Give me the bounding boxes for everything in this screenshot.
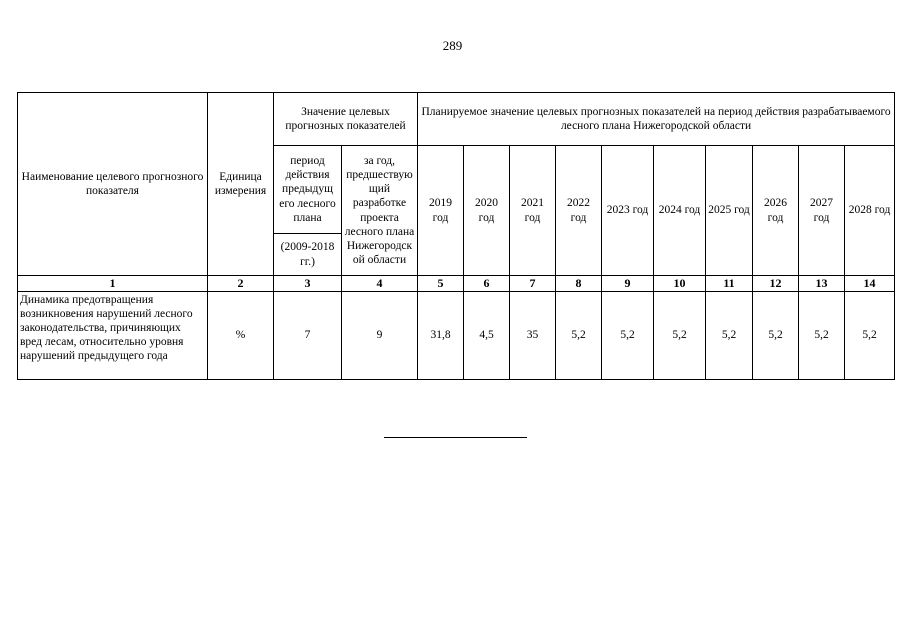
column-number: 3 xyxy=(274,276,342,292)
header-period-of-plan: период действия предыдущ его лесного плана xyxy=(274,146,342,234)
prev-period-value: 7 xyxy=(274,291,342,379)
column-number: 5 xyxy=(418,276,464,292)
header-year-2021: 2021 год xyxy=(510,146,556,276)
value-2020: 4,5 xyxy=(464,291,510,379)
column-number: 10 xyxy=(654,276,706,292)
header-year-2028: 2028 год xyxy=(845,146,895,276)
forecast-indicators-table xyxy=(17,92,895,380)
header-indicator-name: Наименование целевого прогнозного показателя xyxy=(18,93,208,276)
value-2025: 5,2 xyxy=(706,291,753,379)
page-number: 289 xyxy=(442,38,463,53)
header-year-2024: 2024 год xyxy=(654,146,706,276)
header-year-before: за год, предшествую щий разработке проекта лесного плана Нижегородск ой области xyxy=(342,146,418,276)
header-unit: Единица измерения xyxy=(208,93,274,276)
column-number: 8 xyxy=(556,276,602,292)
column-number: 2 xyxy=(208,276,274,292)
value-2023: 5,2 xyxy=(602,291,654,379)
header-year-2027: 2027 год xyxy=(799,146,845,276)
table-row xyxy=(18,291,895,379)
value-2022: 5,2 xyxy=(556,291,602,379)
column-number: 11 xyxy=(706,276,753,292)
value-2021: 35 xyxy=(510,291,556,379)
indicator-name-cell: Динамика предотвращения возникновения нарушений лесного законодательства, причиняющих вред лесам, относительно уровня нарушений предыдущего года xyxy=(18,291,208,379)
column-number: 14 xyxy=(845,276,895,292)
value-2024: 5,2 xyxy=(654,291,706,379)
column-number: 13 xyxy=(799,276,845,292)
column-number: 9 xyxy=(602,276,654,292)
year-before-value: 9 xyxy=(342,291,418,379)
header-year-2020: 2020 год xyxy=(464,146,510,276)
column-number: 12 xyxy=(753,276,799,292)
header-target-values: Значение целевых прогнозных показателей xyxy=(274,93,418,146)
column-number: 7 xyxy=(510,276,556,292)
footnote-divider xyxy=(384,437,527,438)
column-number: 1 xyxy=(18,276,208,292)
column-number: 4 xyxy=(342,276,418,292)
value-2028: 5,2 xyxy=(845,291,895,379)
header-year-2025: 2025 год xyxy=(706,146,753,276)
column-number: 6 xyxy=(464,276,510,292)
header-period-years: (2009-2018 гг.) xyxy=(274,234,342,276)
header-year-2022: 2022 год xyxy=(556,146,602,276)
header-year-2023: 2023 год xyxy=(602,146,654,276)
header-planned-values: Планируемое значение целевых прогнозных показателей на период действия разрабатываемого лесного плана Нижегородской области xyxy=(418,93,895,146)
value-2019: 31,8 xyxy=(418,291,464,379)
value-2026: 5,2 xyxy=(753,291,799,379)
unit-cell: % xyxy=(208,291,274,379)
header-year-2026: 2026 год xyxy=(753,146,799,276)
value-2027: 5,2 xyxy=(799,291,845,379)
header-year-2019: 2019 год xyxy=(418,146,464,276)
